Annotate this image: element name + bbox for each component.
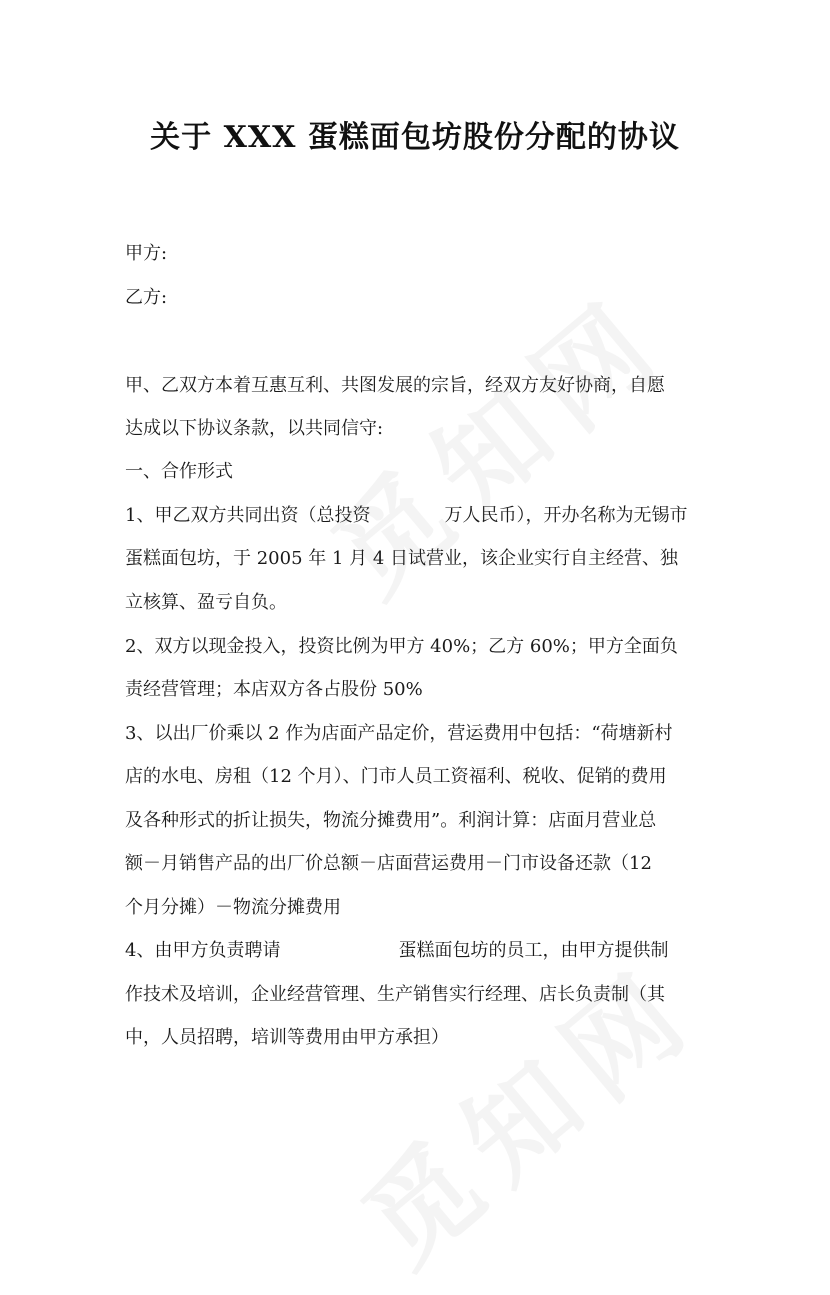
party-a-label: 甲方:	[125, 243, 168, 264]
document-title: 关于 XXX 蛋糕面包坊股份分配的协议	[150, 120, 680, 155]
clause-2-line: 2、双方以现金投入，投资比例为甲方 40%；乙方 60%；甲方全面负	[125, 636, 678, 657]
clause-1-line: 立核算、盈亏自负。	[125, 592, 287, 613]
clause-1-text: 1、甲乙双方共同出资（总投资	[125, 505, 371, 526]
clause-2-line: 责经营管理；本店双方各占股份 50%	[125, 679, 423, 700]
clause-4-line: 中，人员招聘，培训等费用由甲方承担）	[125, 1027, 449, 1048]
clause-1-text: 万人民币），开办名称为无锡市	[444, 505, 688, 526]
clause-3-line: 及各种形式的折让损失，物流分摊费用”。利润计算：店面月营业总	[125, 810, 657, 831]
clause-4-text: 蛋糕面包坊的员工，由甲方提供制	[398, 940, 669, 961]
clause-4-line: 作技术及培训，企业经营管理、生产销售实行经理、店长负责制（其	[125, 984, 665, 1005]
clause-4-line	[125, 939, 668, 963]
clause-3-line: 店的水电、房租（12 个月）、门市人员工资福利、税收、促销的费用	[125, 766, 667, 787]
section-heading: 一、合作形式	[125, 461, 233, 482]
party-b-label: 乙方:	[125, 287, 168, 308]
clause-3-line: 个月分摊）－物流分摊费用	[125, 897, 341, 918]
clause-1-line	[125, 504, 687, 528]
clause-3-line: 3、以出厂价乘以 2 作为店面产品定价，营运费用中包括：“荷塘新村	[125, 723, 673, 744]
intro-line: 达成以下协议条款，以共同信守:	[125, 418, 384, 439]
intro-line: 甲、乙双方本着互惠互利、共图发展的宗旨，经双方友好协商，自愿	[125, 375, 665, 396]
watermark	[325, 923, 725, 1295]
clause-1-line: 蛋糕面包坊，于 2005 年 1 月 4 日试营业，该企业实行自主经营、独	[125, 548, 679, 569]
clause-3-line: 额－月销售产品的出厂价总额－店面营运费用－门市设备还款（12	[125, 853, 652, 874]
clause-4-text: 4、由甲方负责聘请	[125, 940, 281, 961]
